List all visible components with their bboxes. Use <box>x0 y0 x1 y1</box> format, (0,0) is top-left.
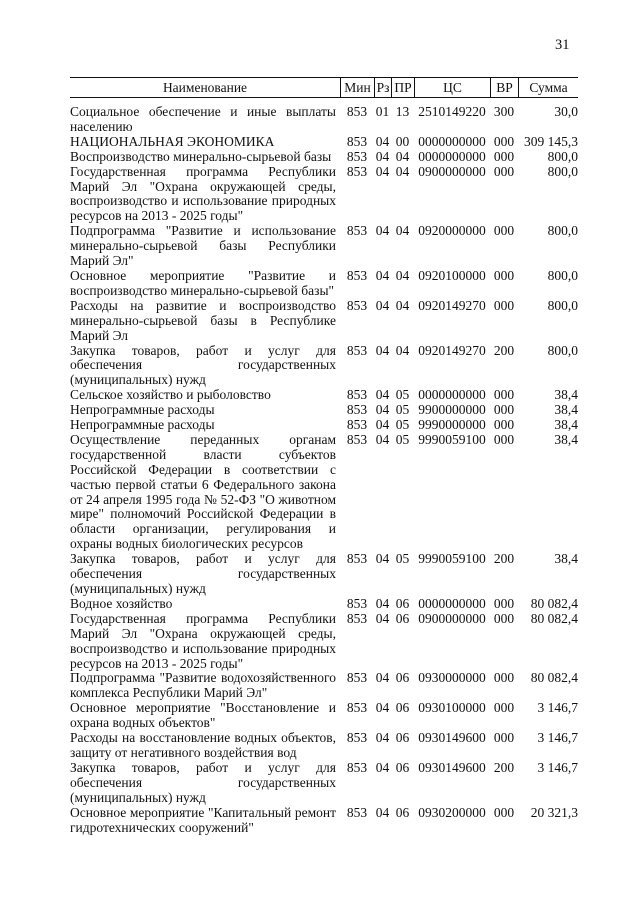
cell-rz: 04 <box>375 163 390 179</box>
cell-name: Подпрограмма "Развитие водохозяйственного комплекса Республики Марий Эл" <box>70 670 336 701</box>
cell-cs: 0920100000 <box>418 267 486 283</box>
cell-vr: 200 <box>493 759 515 775</box>
cell-pr: 05 <box>395 551 410 567</box>
cell-cs: 0930000000 <box>418 670 486 686</box>
cell-vr: 000 <box>493 267 515 283</box>
cell-name: НАЦИОНАЛЬНАЯ ЭКОНОМИКА <box>70 133 275 149</box>
cell-sum: 80 082,4 <box>530 595 578 611</box>
cell-cs: 9990000000 <box>418 417 486 433</box>
cell-vr: 000 <box>493 133 515 149</box>
cell-rz: 04 <box>375 417 390 433</box>
cell-cs: 0000000000 <box>418 148 486 164</box>
cell-name: Основное мероприятие "Капитальный ремонт гидротехнических сооружений" <box>70 804 336 835</box>
cell-min: 853 <box>346 551 368 567</box>
cell-rz: 04 <box>375 759 390 775</box>
table-row <box>70 105 578 135</box>
cell-sum: 38,4 <box>554 402 578 418</box>
table-row <box>70 418 578 433</box>
cell-pr: 04 <box>395 223 410 239</box>
cell-min: 853 <box>346 163 368 179</box>
cell-cs: 0930100000 <box>418 700 486 716</box>
cell-pr: 04 <box>395 297 410 313</box>
cell-rz: 01 <box>375 104 390 119</box>
cell-cs: 0900000000 <box>418 163 486 179</box>
cell-pr: 06 <box>395 804 410 820</box>
table-row <box>70 612 578 672</box>
cell-name: Социальное обеспечение и иные выплаты населению <box>70 104 336 134</box>
table-row <box>70 671 578 701</box>
table-row <box>70 150 578 165</box>
cell-vr: 000 <box>493 700 515 716</box>
table-row <box>70 731 578 761</box>
cell-rz: 04 <box>375 595 390 611</box>
cell-pr: 06 <box>395 670 410 686</box>
cell-name: Основное мероприятие "Восстановление и охрана водных объектов" <box>70 700 336 731</box>
cell-cs: 0900000000 <box>418 610 486 626</box>
cell-name: Подпрограмма "Развитие и использование минерально-сырьевой базы Республики Марий Эл" <box>70 223 336 269</box>
page-number: 31 <box>555 37 570 53</box>
cell-pr: 06 <box>395 759 410 775</box>
cell-sum: 3 146,7 <box>537 759 578 775</box>
table-body <box>70 105 578 835</box>
cell-sum: 80 082,4 <box>530 670 578 686</box>
cell-name: Воспроизводство минерально-сырьевой базы <box>70 148 332 164</box>
cell-vr: 000 <box>493 431 515 447</box>
table-header <box>70 77 578 98</box>
cell-min: 853 <box>346 595 368 611</box>
cell-min: 853 <box>346 700 368 716</box>
table-row <box>70 433 578 552</box>
table-row <box>70 806 578 836</box>
cell-vr: 000 <box>493 610 515 626</box>
cell-sum: 38,4 <box>554 417 578 433</box>
header-min: Мин <box>340 78 374 97</box>
cell-rz: 04 <box>375 133 390 149</box>
cell-cs: 0930200000 <box>418 804 486 820</box>
cell-sum: 80 082,4 <box>530 610 578 626</box>
cell-vr: 300 <box>493 104 515 119</box>
cell-pr: 13 <box>395 104 410 119</box>
cell-rz: 04 <box>375 551 390 567</box>
cell-vr: 000 <box>493 223 515 239</box>
cell-min: 853 <box>346 759 368 775</box>
cell-min: 853 <box>346 223 368 239</box>
cell-sum: 38,4 <box>554 551 578 567</box>
cell-name: Расходы на восстановление водных объектов, защиту от негативного воздействия вод <box>70 730 336 760</box>
cell-name: Государственная программа Республики Марий Эл "Охрана окружающей среды, воспроизводство и использование природных ресурсов на 2013 - 2025 годы" <box>70 163 336 224</box>
cell-min: 853 <box>346 148 368 164</box>
cell-sum: 800,0 <box>547 342 578 358</box>
header-name: Наименование <box>162 80 248 95</box>
cell-cs: 0000000000 <box>418 387 486 403</box>
cell-rz: 04 <box>375 670 390 686</box>
cell-min: 853 <box>346 730 368 746</box>
table-row <box>70 299 578 344</box>
header-cs: ЦС <box>414 78 490 97</box>
cell-min: 853 <box>346 133 368 149</box>
cell-sum: 800,0 <box>547 148 578 164</box>
cell-vr: 000 <box>493 297 515 313</box>
cell-min: 853 <box>346 417 368 433</box>
cell-name: Сельское хозяйство и рыболовство <box>70 387 271 403</box>
cell-pr: 06 <box>395 730 410 746</box>
cell-vr: 200 <box>493 551 515 567</box>
cell-pr: 06 <box>395 595 410 611</box>
cell-rz: 04 <box>375 700 390 716</box>
cell-rz: 04 <box>375 610 390 626</box>
budget-table <box>70 77 578 835</box>
cell-cs: 0920149270 <box>418 297 486 313</box>
cell-name: Основное мероприятие "Развитие и воспроизводство минерально-сырьевой базы" <box>70 267 336 298</box>
cell-sum: 800,0 <box>547 223 578 239</box>
table-row <box>70 761 578 806</box>
cell-rz: 04 <box>375 267 390 283</box>
table-row <box>70 165 578 225</box>
cell-cs: 0920000000 <box>418 223 486 239</box>
header-vr: ВР <box>490 78 518 97</box>
cell-min: 853 <box>346 431 368 447</box>
cell-sum: 800,0 <box>547 267 578 283</box>
cell-name: Водное хозяйство <box>70 595 173 611</box>
cell-pr: 04 <box>395 163 410 179</box>
cell-vr: 000 <box>493 402 515 418</box>
cell-min: 853 <box>346 387 368 403</box>
cell-name: Закупка товаров, работ и услуг для обеспечения государственных (муниципальных) нужд <box>70 551 336 596</box>
cell-rz: 04 <box>375 402 390 418</box>
cell-rz: 04 <box>375 223 390 239</box>
cell-pr: 06 <box>395 610 410 626</box>
cell-rz: 04 <box>375 297 390 313</box>
cell-vr: 000 <box>493 595 515 611</box>
cell-min: 853 <box>346 804 368 820</box>
cell-pr: 05 <box>395 387 410 403</box>
cell-sum: 3 146,7 <box>537 730 578 746</box>
cell-cs: 9900000000 <box>418 402 486 418</box>
header-rz: Рз <box>374 78 391 97</box>
cell-sum: 3 146,7 <box>537 700 578 716</box>
cell-sum: 800,0 <box>547 163 578 179</box>
table-row <box>70 552 578 597</box>
cell-name: Непрограммные расходы <box>70 402 215 418</box>
cell-cs: 0920149270 <box>418 342 486 358</box>
cell-pr: 05 <box>395 417 410 433</box>
cell-cs: 0930149600 <box>418 759 486 775</box>
table-row <box>70 403 578 418</box>
cell-name: Закупка товаров, работ и услуг для обеспечения государственных (муниципальных) нужд <box>70 759 336 805</box>
table-row <box>70 224 578 269</box>
cell-cs: 0000000000 <box>418 595 486 611</box>
header-sum: Сумма <box>518 78 578 97</box>
table-row <box>70 597 578 612</box>
cell-name: Закупка товаров, работ и услуг для обеспечения государственных (муниципальных) нужд <box>70 342 336 388</box>
cell-cs: 9990059100 <box>418 431 486 447</box>
cell-cs: 0930149600 <box>418 730 486 746</box>
cell-sum: 38,4 <box>554 387 578 403</box>
cell-pr: 05 <box>395 431 410 447</box>
cell-name: Непрограммные расходы <box>70 417 215 433</box>
cell-pr: 06 <box>395 700 410 716</box>
cell-pr: 04 <box>395 267 410 283</box>
cell-vr: 000 <box>493 163 515 179</box>
cell-min: 853 <box>346 402 368 418</box>
table-row <box>70 388 578 403</box>
cell-sum: 20 321,3 <box>530 804 578 820</box>
cell-min: 853 <box>346 342 368 358</box>
cell-sum: 309 145,3 <box>524 133 578 149</box>
cell-min: 853 <box>346 670 368 686</box>
cell-vr: 000 <box>493 804 515 820</box>
cell-vr: 000 <box>493 670 515 686</box>
cell-cs: 9990059100 <box>418 551 486 567</box>
cell-min: 853 <box>346 610 368 626</box>
cell-vr: 000 <box>493 417 515 433</box>
table-row <box>70 135 578 150</box>
cell-name: Расходы на развитие и воспроизводство минерально-сырьевой базы в Республике Марий Эл <box>70 297 336 343</box>
cell-pr: 05 <box>395 402 410 418</box>
cell-rz: 04 <box>375 804 390 820</box>
table-row <box>70 344 578 389</box>
cell-pr: 04 <box>395 342 410 358</box>
cell-min: 853 <box>346 267 368 283</box>
cell-pr: 00 <box>395 133 410 149</box>
cell-rz: 04 <box>375 431 390 447</box>
cell-name: Осуществление переданных органам государственной власти субъектов Российской Федерации в соответствии с частью первой статьи 6 Федерального закона от 24 апреля 1995 года № 52-ФЗ "О животном мире" полномочий Российской Федерации в области организации, регулирования и охраны водных биологических ресурсов <box>70 431 336 552</box>
cell-rz: 04 <box>375 342 390 358</box>
cell-sum: 800,0 <box>547 297 578 313</box>
cell-vr: 200 <box>493 342 515 358</box>
header-pr: ПР <box>391 78 414 97</box>
cell-cs: 2510149220 <box>418 104 486 119</box>
cell-rz: 04 <box>375 730 390 746</box>
cell-cs: 0000000000 <box>418 133 486 149</box>
cell-pr: 04 <box>395 148 410 164</box>
cell-vr: 000 <box>493 387 515 403</box>
cell-vr: 000 <box>493 730 515 746</box>
cell-min: 853 <box>346 104 368 119</box>
cell-min: 853 <box>346 297 368 313</box>
cell-sum: 38,4 <box>554 431 578 447</box>
table-row <box>70 269 578 299</box>
cell-rz: 04 <box>375 148 390 164</box>
cell-sum: 30,0 <box>554 104 578 119</box>
cell-rz: 04 <box>375 387 390 403</box>
cell-name: Государственная программа Республики Марий Эл "Охрана окружающей среды, воспроизводство и использование природных ресурсов на 2013 - 2025 годы" <box>70 610 336 671</box>
table-row <box>70 701 578 731</box>
cell-vr: 000 <box>493 148 515 164</box>
